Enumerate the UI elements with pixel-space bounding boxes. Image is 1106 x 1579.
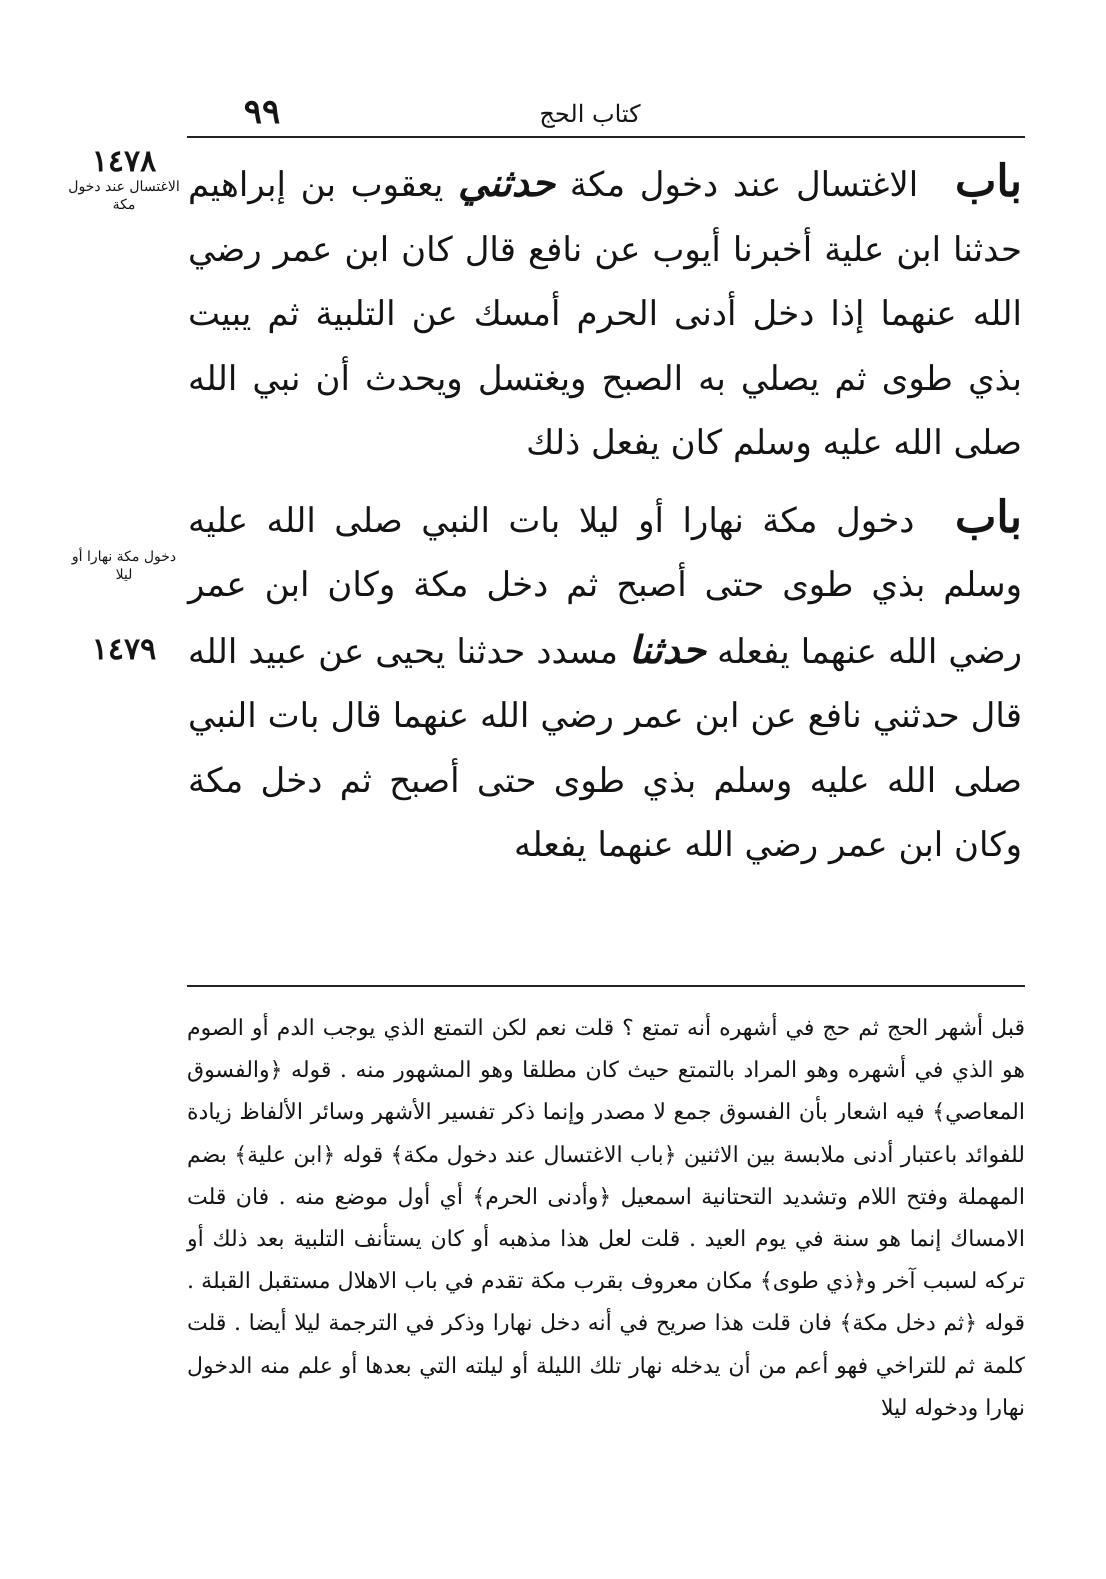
chapter-1-paragraph bbox=[188, 150, 1022, 476]
page-number: ٩٩ bbox=[243, 92, 281, 132]
margin-hadith-1478 bbox=[68, 146, 180, 214]
chapter-2-bab: باب bbox=[954, 491, 1023, 543]
chapter-2-text-1: دخول مكة نهارا أو ليلا بات النبي صلى الله عليه وسلم بذي طوى حتى أصبح ثم دخل مكة وكان ابن عمر رضي الله عنهما يفعله bbox=[188, 500, 1022, 672]
chapter-2-paragraph bbox=[188, 486, 1022, 878]
chapter-2-text-2: مسدد حدثنا يحيى عن عبيد الله قال حدثني نافع عن ابن عمر رضي الله عنهما قال بات النبي صلى الله عليه وسلم بذي طوى حتى أصبح ثم دخل مكة وكان ابن عمر رضي الله عنهما يفعله bbox=[188, 631, 1022, 865]
hadith-text-block bbox=[188, 150, 1022, 878]
running-title: كتاب الحج bbox=[539, 100, 641, 128]
commentary-divider bbox=[187, 985, 1025, 987]
chapter-1-bab: باب bbox=[954, 156, 1023, 207]
chapter-1-heading: الاغتسال عند دخول مكة bbox=[569, 165, 919, 205]
commentary-text: قبل أشهر الحج ثم حج في أشهره أنه تمتع ؟ قلت نعم لكن التمتع الذي يوجب الدم أو الصوم هو الذي في أشهره وهو المراد بالتمتع حيث كان مطلقا وهو المشهور منه . قوله ﴿والفسوق المعاصي﴾ فيه اشعار بأن الفسوق جمع لا مصدر وإنما ذكر تفسير الأشهر وسائر الألفاظ زيادة للفوائد باعتبار أدنى ملابسة بين الاثنين ﴿باب الاغتسال عند دخول مكة﴾ قوله ﴿ابن علية﴾ بضم المهملة وفتح اللام وتشديد التحتانية اسمعيل ﴿وأدنى الحرم﴾ أي أول موضع منه . فان قلت الامساك إنما هو سنة في يوم العيد . قلت لعل هذا مذهبه أو كان يستأنف التلبية بعد ذلك أو تركه لسبب آخر و﴿ذي طوى﴾ مكان معروف بقرب مكة تقدم في باب الاهلال مستقبل القبلة . قوله ﴿ثم دخل مكة﴾ فان قلت هذا صريح في أنه دخل نهارا وذكر في الترجمة ليلا أيضا . قلت كلمة ثم للتراخي فهو أعم من أن يدخله نهار تلك الليلة أو ليلته التي بعدها أو علم منه الدخول نهارا ودخوله ليلا bbox=[187, 1016, 1026, 1421]
hadith-number-1478: ١٤٧٨ bbox=[91, 144, 157, 179]
chapter-2-haddathana: حدثنا bbox=[628, 626, 707, 672]
margin-note-chapter-2: دخول مكة نهارا أو ليلا bbox=[71, 549, 177, 583]
hadith-number-1479: ١٤٧٩ bbox=[91, 632, 157, 667]
chapter-1-text: يعقوب بن إبراهيم حدثنا ابن علية أخبرنا أيوب عن نافع قال كان ابن عمر رضي الله عنهما إذا دخل أدنى الحرم أمسك عن التلبية ثم يبيت بذي طوى ثم يصلي به الصبح ويغتسل ويحدث أن نبي الله صلى الله عليه وسلم كان يفعل ذلك bbox=[188, 165, 1022, 463]
chapter-1-haddathani: حدثني bbox=[458, 160, 556, 205]
margin-chapter-2 bbox=[68, 548, 180, 584]
margin-note-chapter-1: الاغتسال عند دخول مكة bbox=[68, 179, 180, 213]
header-divider bbox=[187, 136, 1025, 138]
margin-hadith-1479 bbox=[68, 634, 180, 666]
